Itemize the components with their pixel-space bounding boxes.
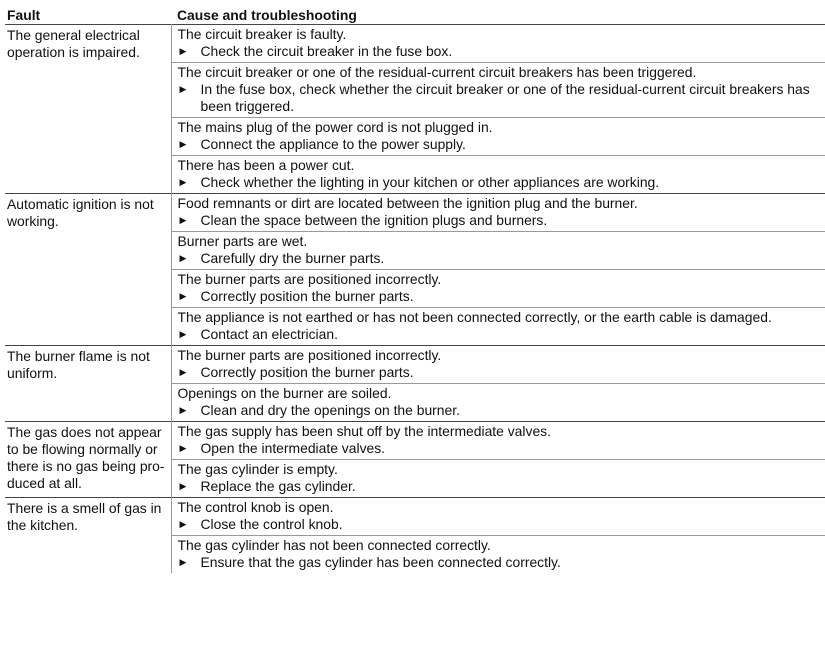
- cause-text: Burner parts are wet.: [177, 233, 308, 249]
- cause-text: The circuit breaker is faulty.: [177, 26, 347, 42]
- action-item: [178, 136, 825, 153]
- cause-cell: [171, 384, 825, 422]
- bullet-arrow-icon: ▶: [179, 253, 187, 263]
- cause-cell: [171, 460, 825, 498]
- cause-text: The mains plug of the power cord is not plugged in.: [177, 119, 493, 135]
- action-item: [178, 212, 825, 229]
- action-text: Check whether the lighting in your kitchen or other appliances are working.: [200, 174, 660, 190]
- action-text: Clean the space between the ignition plugs and burners.: [200, 212, 548, 228]
- fault-cell: Automatic ignition is not working.: [5, 194, 171, 346]
- cause-text: The burner parts are positioned incorrectly.: [177, 271, 442, 287]
- action-item: [178, 43, 825, 60]
- cause-cell: [171, 270, 825, 308]
- bullet-arrow-icon: ▶: [179, 329, 187, 339]
- fault-cell: The gas does not appear to be flowing normally or there is no gas being produced at all.: [5, 422, 171, 498]
- action-item: [178, 478, 825, 495]
- cause-column-header: Cause and troubleshooting: [177, 7, 357, 23]
- cause-cell: [171, 232, 825, 270]
- cause-cell: [171, 346, 825, 384]
- action-item: [178, 326, 825, 343]
- action-item: [178, 174, 825, 191]
- action-text: Ensure that the gas cylinder has been connected correctly.: [200, 554, 561, 570]
- action-text: Correctly position the burner parts.: [200, 288, 414, 304]
- table-row: [5, 498, 825, 536]
- bullet-arrow-icon: ▶: [179, 177, 187, 187]
- bullet-arrow-icon: ▶: [179, 291, 187, 301]
- action-text: In the fuse box, check whether the circuit breaker or one of the residual-current circuit breakers has been triggered.: [200, 81, 810, 114]
- cause-text: The appliance is not earthed or has not been connected correctly, or the earth cable is damaged.: [177, 309, 772, 325]
- troubleshooting-page: [5, 5, 825, 573]
- table-row: [5, 346, 825, 384]
- fault-cell: The general electrical operation is impaired.: [5, 25, 171, 194]
- action-item: [178, 288, 825, 305]
- action-text: Clean and dry the openings on the burner.: [200, 402, 460, 418]
- cause-cell: [171, 156, 825, 194]
- bullet-arrow-icon: ▶: [179, 405, 187, 415]
- action-text: Correctly position the burner parts.: [200, 364, 414, 380]
- cause-cell: [171, 308, 825, 346]
- table-header-row: [5, 5, 825, 25]
- bullet-arrow-icon: ▶: [179, 215, 187, 225]
- action-text: Open the intermediate valves.: [200, 440, 386, 456]
- bullet-arrow-icon: ▶: [179, 443, 187, 453]
- cause-cell: [171, 536, 825, 574]
- fault-cell: The burner flame is not uniform.: [5, 346, 171, 422]
- cause-cell: [171, 422, 825, 460]
- fault-cell: There is a smell of gas in the kitchen.: [5, 498, 171, 574]
- bullet-arrow-icon: ▶: [179, 46, 187, 56]
- cause-text: Openings on the burner are soiled.: [177, 385, 392, 401]
- fault-column-header: Fault: [7, 7, 41, 23]
- cause-text: There has been a power cut.: [177, 157, 355, 173]
- action-item: [178, 81, 825, 115]
- action-item: [178, 440, 825, 457]
- cause-cell: [171, 118, 825, 156]
- troubleshooting-table: [5, 5, 825, 573]
- bullet-arrow-icon: ▶: [179, 481, 187, 491]
- table-body: [5, 25, 825, 574]
- action-text: Connect the appliance to the power supply.: [200, 136, 466, 152]
- action-item: [178, 364, 825, 381]
- table-row: [5, 25, 825, 63]
- cause-text: Food remnants or dirt are located between the ignition plug and the burner.: [177, 195, 638, 211]
- action-text: Carefully dry the burner parts.: [200, 250, 385, 266]
- cause-text: The control knob is open.: [177, 499, 334, 515]
- table-row: [5, 194, 825, 232]
- cause-text: The gas cylinder has not been connected correctly.: [177, 537, 491, 553]
- bullet-arrow-icon: ▶: [179, 557, 187, 567]
- action-item: [178, 516, 825, 533]
- action-text: Check the circuit breaker in the fuse box.: [200, 43, 453, 59]
- cause-cell: [171, 498, 825, 536]
- action-text: Replace the gas cylinder.: [200, 478, 356, 494]
- cause-text: The gas supply has been shut off by the intermediate valves.: [177, 423, 551, 439]
- action-text: Close the control knob.: [200, 516, 343, 532]
- action-text: Contact an electrician.: [200, 326, 338, 342]
- action-item: [178, 402, 825, 419]
- cause-cell: [171, 63, 825, 118]
- cause-cell: [171, 25, 825, 63]
- cause-cell: [171, 194, 825, 232]
- action-item: [178, 554, 825, 571]
- cause-text: The burner parts are positioned incorrectly.: [177, 347, 442, 363]
- bullet-arrow-icon: ▶: [179, 367, 187, 377]
- cause-text: The circuit breaker or one of the residual-current circuit breakers has been triggered.: [177, 64, 697, 80]
- cause-text: The gas cylinder is empty.: [177, 461, 338, 477]
- table-row: [5, 422, 825, 460]
- action-item: [178, 250, 825, 267]
- bullet-arrow-icon: ▶: [179, 139, 187, 149]
- bullet-arrow-icon: ▶: [179, 84, 187, 94]
- bullet-arrow-icon: ▶: [179, 519, 187, 529]
